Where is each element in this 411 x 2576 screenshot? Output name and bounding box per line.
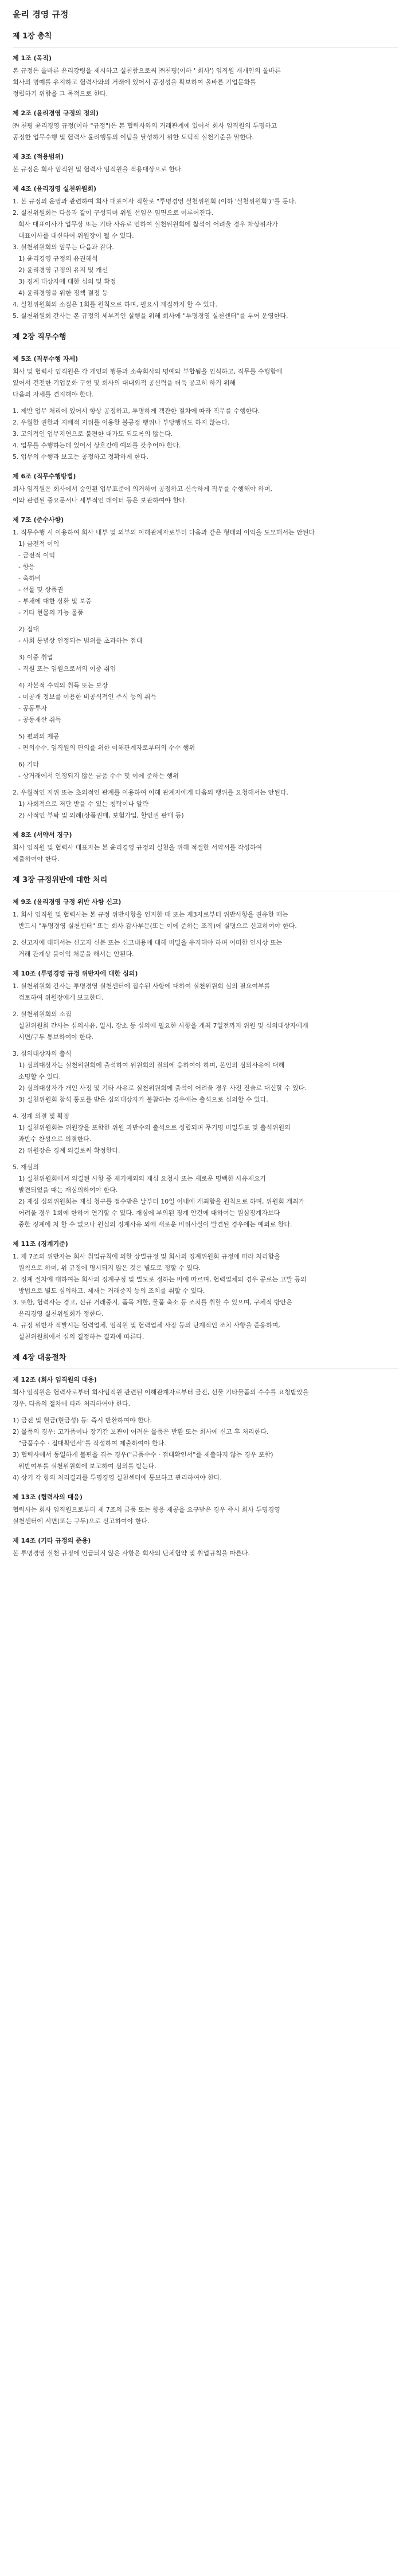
- article-text-line: - 기타 현물의 가능 물품: [18, 609, 84, 616]
- paragraph-gap: [13, 933, 398, 938]
- article: [13, 152, 398, 175]
- paragraph-gap: [13, 401, 398, 406]
- article-text-line: 5. 업무의 수행과 보고는 공정하고 정확하게 한다.: [13, 453, 148, 461]
- paragraph-gap: [13, 1044, 398, 1049]
- article-text-line: - 편의수수, 임직원의 편의를 위한 이해관계자로부터의 수수 행위: [18, 744, 195, 752]
- article-title: 제 1조 (목적): [13, 54, 52, 62]
- article-text-line: 협력사는 회사 임직원으로부터 제 7조의 금품 또는 향응 제공을 요구받은 경우 즉시 회사 투명경영: [13, 1506, 280, 1513]
- paragraph-gap: [13, 754, 398, 760]
- article-text-line: 2) 접대: [18, 626, 40, 633]
- paragraph-gap: [13, 619, 398, 624]
- article: [13, 354, 398, 462]
- article-text-line: 반드시 "투명경영 실천센터" 또는 회사 감사부문(또는 이에 준하는 조직)에 실명으로 신고하여야 한다.: [18, 922, 297, 930]
- article-text-line: 경우, 다음의 절차에 따라 처리하여야 한다.: [13, 1400, 131, 1407]
- article-text-line: 중한 징계에 처 할 수 없으나 원심의 징계사유 외에 새로운 비위사실이 발견된 경우에는 예외로 한다.: [18, 1221, 292, 1228]
- article-text-line: 4. 징계 의결 및 확정: [13, 1112, 69, 1120]
- article-title: 제 10조 (투명경영 규정 위반자에 대한 심의): [13, 970, 138, 977]
- article: [13, 1536, 398, 1559]
- article-text-line: 3) 징계 대상자에 대한 심의 및 확정: [18, 278, 116, 285]
- article-text-line: 원칙으로 하며, 위 규정에 명시되지 않은 것은 별도로 정할 수 있다.: [18, 1264, 201, 1272]
- chapter-heading: 제 2장 직무수행: [13, 332, 398, 348]
- article-text-line: 정립하기 위함을 그 목적으로 한다.: [13, 90, 108, 97]
- article-title: 제 6조 (직무수행방법): [13, 473, 76, 480]
- paragraph-gap: [13, 1004, 398, 1009]
- article-text-line: 4. 업무를 수행하는데 있어서 상호간에 예의를 갖추어야 한다.: [13, 442, 181, 449]
- article-text-line: 4) 자본적 수익의 취득 또는 보장: [18, 682, 108, 689]
- article-text-line: - 축하비: [18, 575, 41, 582]
- article-text-line: - 미공개 정보를 이용한 비공식적인 주식 등의 취득: [18, 693, 156, 701]
- article-text-line: 1. 회사 임직원 및 협력사는 본 규정 위반사항을 인지한 때 또는 제3자로부터 위반사항을 권유한 때는: [13, 911, 288, 918]
- paragraph-gap: [13, 1157, 398, 1162]
- article-text-line: 3. 심의대상자의 출석: [13, 1050, 72, 1057]
- article-text-line: 회사 대표이사가 업무상 또는 기타 사유로 인하여 실천위원회에 참석이 어려울 경우 차상위자가: [18, 221, 278, 228]
- article-text-line: 있어서 건전한 기업문화 구현 및 회사의 대내외적 공신력을 더욱 공고히 하기 위해: [13, 379, 236, 387]
- article-text-line: 회사 및 협력사 임직원은 각 개인의 행동과 소속회사의 명예와 부합됨을 인식하고, 직무를 수행함에: [13, 368, 283, 375]
- article-text-line: 발견되었을 때는 재심의하여야 한다.: [18, 1186, 118, 1194]
- article-text-line: - 공동재산 취득: [18, 716, 61, 723]
- article: [13, 1375, 398, 1483]
- article-text-line: 실천위원회 간사는 심의사유, 일시, 장소 등 심의에 필요한 사항을 개최 7일전까지 위원 및 심의대상자에게: [18, 1022, 308, 1029]
- article-text-line: 실천위원회에서 심의 결정하는 결과에 따른다.: [18, 1333, 144, 1340]
- article-text-line: 위반여부를 실천위원회에 보고하여 심의를 받는다.: [18, 1462, 156, 1470]
- article-text-line: 1) 심의대상자는 실천위원회에 출석하여 위원회의 질의에 응하여야 하며, 본인의 심의사유에 대해: [18, 1061, 285, 1069]
- paragraph-gap: [13, 726, 398, 731]
- article-title: 제 5조 (직무수행 자세): [13, 355, 79, 363]
- article-text-line: 이와 관련된 중요문서나 세부적인 데이터 등은 보관하여야 한다.: [13, 497, 187, 504]
- article-text-line: 검토하여 위원장에게 보고한다.: [18, 994, 104, 1001]
- article-text-line: 3. 또한, 협력사는 경고, 신규 거래중지, 품목 제한, 물품 축소 등 조치를 취할 수 있으며, 구체적 방안은: [13, 1299, 292, 1306]
- article-text-line: 거래 관계상 불이익 처분을 해서는 안된다.: [18, 950, 134, 958]
- chapter-heading: 제 3장 규정위반에 대한 처리: [13, 875, 398, 891]
- article-text-line: 2. 우월적인 지위 또는 초의적인 관계를 이용하여 이해 관계자에게 다음의 행위를 요청해서는 안된다.: [13, 789, 288, 796]
- article: [13, 108, 398, 143]
- article-text-line: 5. 실천위원회 간사는 본 규정의 세부적인 실행을 위해 회사에 "투명경영 실천센터"를 두어 운영한다.: [13, 312, 288, 320]
- article-text-line: 회사 임직원 및 협력사 대표자는 본 윤리경영 규정의 실천을 위해 적절한 서약서를 작성하여: [13, 844, 263, 851]
- article-text-line: 4) 상기 각 항의 처리결과를 투명경영 실천센터에 통보하고 관리하여야 한다.: [13, 1474, 222, 1481]
- article-text-line: 회사 임직원은 협력사로부터 회사임직원 관련된 이해관계자로부터 금전, 선물 기타물품의 수수를 요청받았을: [13, 1389, 309, 1396]
- article-text-line: 회사의 명예를 유지하고 협력사와의 거래에 있어서 공정성을 확보하여 올바른 기업문화를: [13, 78, 256, 86]
- article-text-line: 1. 직무수행 시 이용하여 회사 내부 및 외부의 이해관계자로부터 다음과 같은 형태의 이익을 도모해서는 안된다: [13, 529, 315, 536]
- article-text-line: 다음의 자세를 견지해야 한다.: [13, 391, 94, 398]
- paragraph-gap: [13, 782, 398, 788]
- article-text-line: 1) 금전적 이익: [18, 540, 60, 548]
- article-text-line: 2) 재심 심의위원회는 재심 청구를 접수받은 날부터 10일 이내에 개최함을 원칙으로 하며, 위원회 개최가: [18, 1198, 305, 1205]
- article-text-line: 소명할 수 있다.: [18, 1073, 61, 1080]
- article-text-line: - 향응: [18, 563, 35, 571]
- article-text-line: 2) 위원장은 징계 의결로써 확정한다.: [18, 1147, 120, 1154]
- article-text-line: 1) 실천위원회에서 의결된 사항 중 제기예외의 재심 요청시 또는 새로운 명백한 사유제요가: [18, 1175, 267, 1182]
- article-text-line: 본 규정은 회사 임직원 및 협력사 임직원을 적용대상으로 한다.: [13, 166, 183, 173]
- article-text-line: 2. 우월한 권한과 지배적 지위를 이용한 불공정 행위나 부당행위도 하지 않는다.: [13, 419, 230, 426]
- article-text-line: - 상거래에서 인정되지 않은 금품 수수 및 이에 준하는 행위: [18, 772, 179, 780]
- article: [13, 830, 398, 864]
- article-text-line: 1) 윤리경영 규정의 유권해석: [18, 255, 98, 262]
- article-title: 제 9조 (윤리경영 규정 위반 사항 신고): [13, 898, 122, 906]
- article-text-line: 윤리경영 실천위원회가 정한다.: [18, 1310, 104, 1318]
- paragraph-gap: [13, 1410, 398, 1415]
- article-text-line: ㈜ 천평 윤리경영 규정(이하 "규정")은 본 협력사와의 거래관계에 있어서 회사 임직원의 투명하고: [13, 122, 277, 129]
- article-text-line: - 사회 통념상 인정되는 범위를 초과하는 접대: [18, 637, 143, 644]
- article-text-line: 6) 기타: [18, 761, 40, 768]
- article: [13, 53, 398, 99]
- article-text-line: 3) 실천위원회 참석 통보를 받은 심의대상자가 불참하는 경우에는 출석으로 심의할 수 있다.: [18, 1096, 268, 1103]
- article-text-line: 5. 재심의: [13, 1163, 39, 1171]
- article-text-line: 어려울 경우 1회에 한하여 연기할 수 있다. 재심에 부의된 징계 안건에 대하여는 원심징계자보다: [18, 1209, 280, 1217]
- article-title: 제 4조 (윤리경영 실천위원회): [13, 185, 97, 192]
- article-text-line: 회사 임직원은 회사에서 승인된 업무표준에 의거하여 공정하고 신속하게 직무를 수행해야 하며,: [13, 485, 272, 493]
- article-title: 제 11조 (징계기준): [13, 1240, 68, 1248]
- article-text-line: 제출하여야 한다.: [13, 855, 60, 863]
- article-text-line: - 부채에 대한 상환 및 보증: [18, 597, 92, 605]
- article-text-line: - 공동투자: [18, 705, 47, 712]
- article-text-line: 대표이사를 대신하여 위원장이 될 수 있다.: [18, 232, 134, 239]
- article: [13, 471, 398, 506]
- article-text-line: 2) 심의대상자가 개인 사정 및 기타 사유로 실천위원회에 출석이 어려울 경우 사전 진술로 대신할 수 있다.: [18, 1084, 307, 1092]
- article-text-line: - 직원 또는 임원으로서의 이중 취업: [18, 665, 116, 672]
- article-text-line: 1) 실천위원회는 위원장을 포함한 위원 과반수의 출석으로 성립되며 무기명 비밀투표 및 출석위원의: [18, 1124, 291, 1131]
- article-text-line: 2. 신고자에 대해서는 신고자 신분 또는 신고내용에 대해 비밀을 유지해야 하며 어떠한 인사상 또는: [13, 939, 283, 946]
- article-text-line: 서면/구두 통보하여야 한다.: [18, 1033, 94, 1041]
- article-text-line: 1. 실천위원회 간사는 투명경영 실천센터에 접수된 사항에 대하여 실천위원회 심의 필요여부를: [13, 982, 271, 990]
- article-text-line: 1. 본 규정의 운영과 관련하여 회사 대표이사 직할로 "투명경영 실천위원회 (이하 '실천위원회')"를 둔다.: [13, 198, 297, 205]
- article-text-line: 4) 윤리경영을 위한 정책 결정 등: [18, 289, 108, 297]
- paragraph-gap: [13, 647, 398, 652]
- article-text-line: 공정한 업무수행 및 협력사 윤리행동의 이념을 달성하기 위한 도덕적 실천기준을 말한다.: [13, 133, 254, 141]
- article-text-line: 2) 물품의 경우: 고가품이나 장기간 보관이 어려운 물품은 반환 또는 회사에 신고 후 처리한다.: [13, 1428, 269, 1436]
- chapter-heading: 제 4장 대응절차: [13, 1352, 398, 1369]
- article-text-line: 3) 이중 취업: [18, 654, 53, 661]
- article-text-line: 2. 실천위원회는 다음과 같이 구성되며 위원 선임은 임면으로 이루어진다.: [13, 209, 214, 217]
- article-text-line: - 선물 및 상품권: [18, 586, 64, 593]
- article-text-line: 2. 징계 절차에 대하여는 회사의 징계규정 및 별도로 정하는 바에 따르며, 협력업체의 경우 공로는 고발 등의: [13, 1276, 307, 1283]
- paragraph-gap: [13, 1106, 398, 1111]
- article-text-line: 실천센터에 서면(또는 구두)으로 신고하여야 한다.: [13, 1517, 150, 1525]
- document-title: 윤리 경영 규정: [13, 9, 69, 19]
- article-text-line: 1. 제반 업무 처리에 있어서 항상 공정하고, 투명하게 객관한 절차에 따라 직무를 수행한다.: [13, 407, 260, 415]
- article-text-line: 본 투명경영 실천 규정에 언급되지 않은 사항은 회사의 단체협약 및 취업규칙을 따른다.: [13, 1549, 250, 1557]
- paragraph-gap: [13, 675, 398, 681]
- article-title: 제 7조 (준수사항): [13, 516, 64, 524]
- article-text-line: 2. 실천위원회의 소집: [13, 1010, 72, 1018]
- article-title: 제 12조 (회사 임직원의 대응): [13, 1376, 97, 1383]
- article-text-line: 3. 고의적인 업무지연으로 불편한 대가도 되도록의 않는다.: [13, 430, 173, 438]
- article-text-line: 과반수 찬성으로 의결한다.: [18, 1135, 92, 1143]
- article-text-line: 본 규정은 올바른 윤리강령을 제시하고 실천함으로써 ㈜천평(이하 ' 회사') 임직원 개개인의 올바른: [13, 67, 281, 74]
- article-text-line: 2) 윤리경영 규정의 유지 및 개선: [18, 266, 108, 274]
- article-title: 제 13조 (협력사의 대응): [13, 1493, 83, 1501]
- article-text-line: 4. 규정 위반자 적발시는 협력업체, 임직원 및 협력업체 사장 등의 단계적인 조치 사항을 준용하며,: [13, 1322, 280, 1329]
- article: [13, 184, 398, 321]
- article-text-line: 2) 사적인 부탁 및 의례(상품권매, 보험가입, 할인권 판매 등): [18, 812, 184, 819]
- article-text-line: 3. 실천위원회의 임무는 다음과 같다.: [13, 243, 114, 251]
- article-title: 제 2조 (윤리경영 규정의 정의): [13, 109, 99, 117]
- article: [13, 969, 398, 1230]
- article-text-line: 5) 편의의 제공: [18, 733, 60, 740]
- article-text-line: - 금전적 이익: [18, 552, 56, 559]
- article-title: 제 14조 (기타 규정의 준용): [13, 1537, 91, 1544]
- article: [13, 1239, 398, 1342]
- article: [13, 1492, 398, 1527]
- article-text-line: 4. 실천위원회의 소집은 1회를 원칙으로 하며, 필요시 재집까지 할 수 있다.: [13, 301, 217, 308]
- article-text-line: 1) 사회적으로 저단 받을 수 있는 청탁이나 알략: [18, 800, 149, 808]
- article-title: 제 3조 (적용범위): [13, 153, 64, 160]
- article-text-line: "금품수수 · 접대확인서"를 작성하여 제출하여야 한다.: [18, 1440, 166, 1447]
- article-text-line: 3) 협력사에서 동일하게 불편을 겪는 경우("금품수수 · 접대확인서"를 제출하지 않는 경우 포함): [13, 1451, 273, 1458]
- article-text-line: 1. 제 7조의 위반자는 회사 취업규칙에 의한 상벌규정 및 회사의 징계위원회 규정에 따라 처리함을: [13, 1253, 280, 1260]
- article: [13, 897, 398, 959]
- article: [13, 515, 398, 821]
- article-title: 제 8조 (서약서 징구): [13, 831, 72, 839]
- article-text-line: 1) 금전 및 현금(현금성) 등: 즉시 반환하여야 한다.: [13, 1417, 152, 1424]
- chapter-heading: 제 1장 총칙: [13, 31, 398, 48]
- article-text-line: 방법으로 별도 심의하고, 제재는 거래중지 등의 조치를 취할 수 있다.: [18, 1287, 205, 1295]
